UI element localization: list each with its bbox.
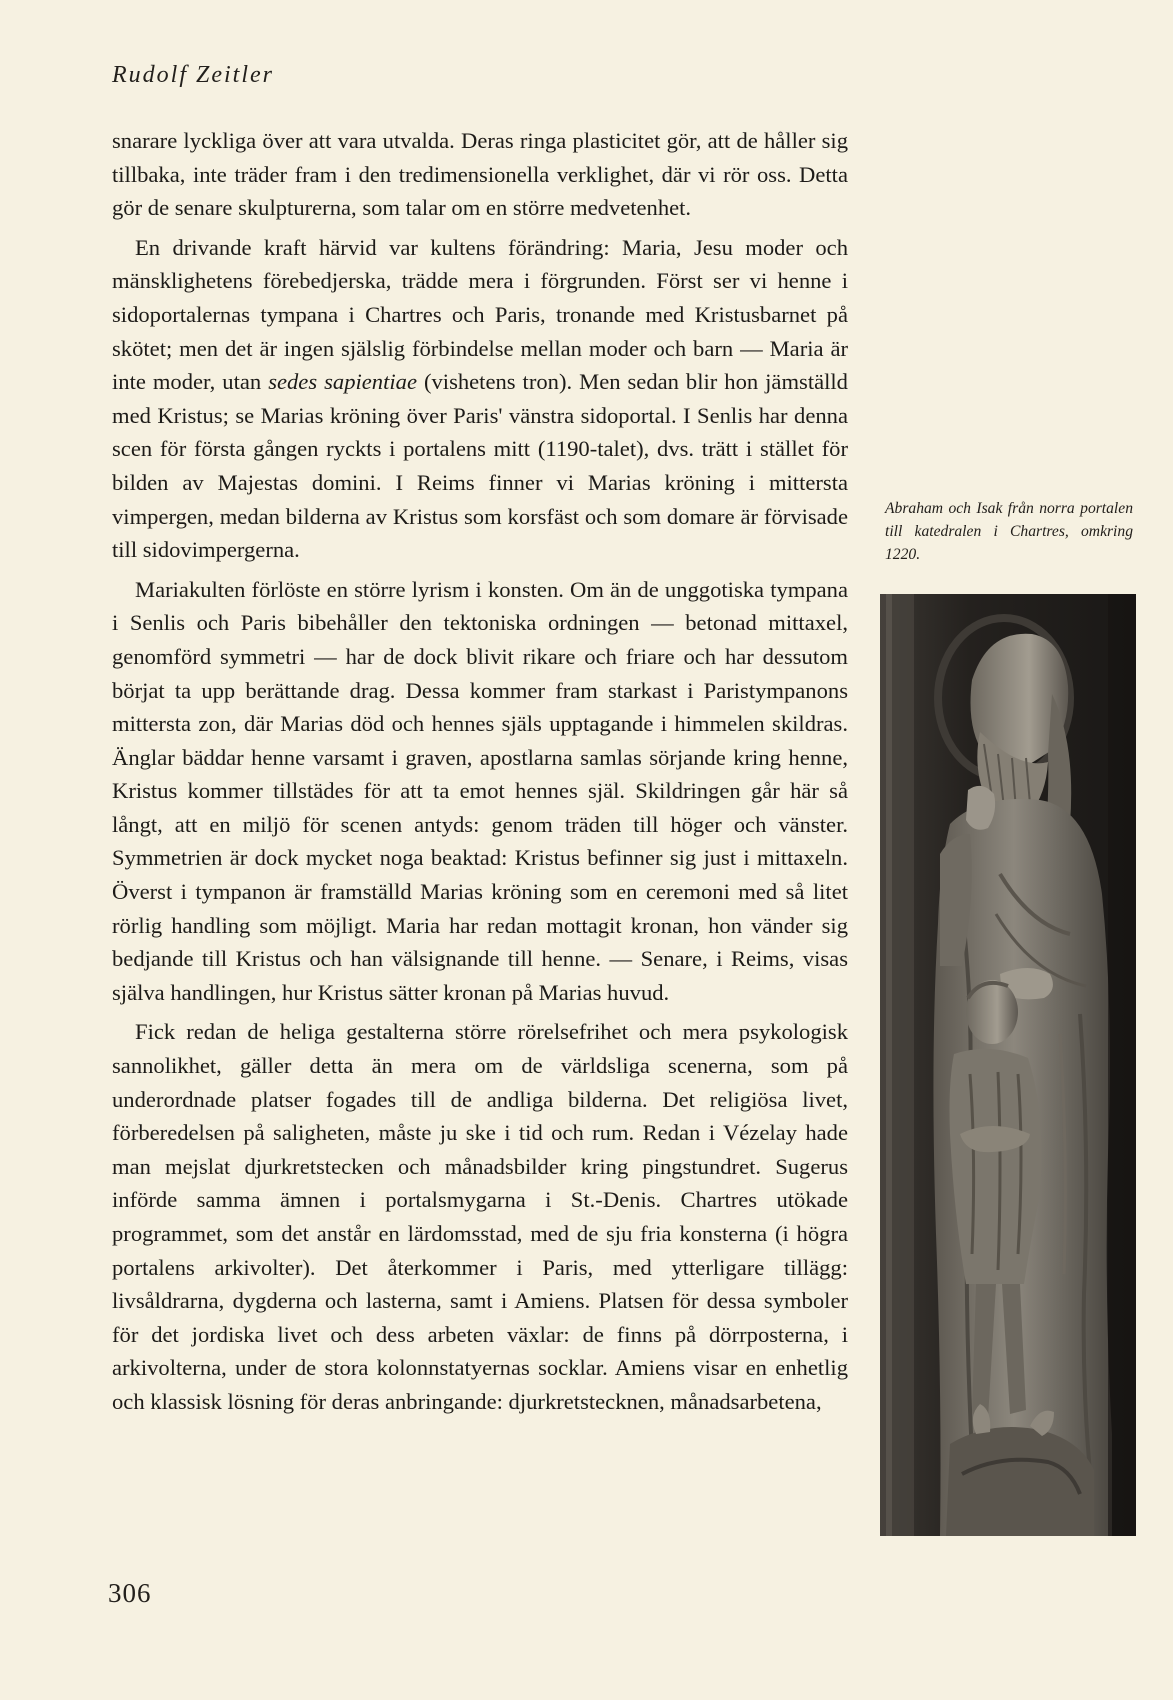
sculpture-illustration: [880, 594, 1136, 1536]
latin-phrase: sedes sapientiae: [268, 369, 417, 395]
paragraph-2-part-2: (vishetens tron). Men sedan blir hon jämställd med Kristus; se Marias kröning över Paris' vänstra sidoportal. I Senlis har denna scen för första gången ryckts i portalens mitt (1190-talet), dvs. trätt i stället för bilden av Majestas domini. I Reims finner vi Marias kröning i mittersta vimpergen, medan bilderna av Kristus som korsfäst och som domare är förvisade till sidovimpergerna.: [112, 369, 848, 563]
paragraph-3: Mariakulten förlöste en större lyrism i konsten. Om än de unggotiska tympana i Senlis och Paris bibehåller den tektoniska ordningen — betonad mittaxel, genomförd symmetri — har de dock blivit rikare och friare och har dessutom börjat ta upp berättande drag. Dessa kommer fram starkast i Paristympanons mittersta zon, där Marias död och hennes själs upptagande i himmelen skildras. Änglar bäddar henne varsamt i graven, apostlarna samlas sörjande kring henne, Kristus kommer tillstädes för att ta emot hennes själ. Skildringen går här så långt, att en miljö för scenen antyds: genom träden till höger och vänster. Symmetrien är dock mycket noga beaktad: Kristus befinner sig just i mittaxeln. Överst i tympanon är framställd Marias kröning som en ceremoni med så litet rörlig handling som möjligt. Maria har redan mottagit kronan, hon vänder sig bedjande till Kristus och han välsignande till henne. — Senare, i Reims, visas själva handlingen, hur Kristus sätter kronan på Marias huvud.: [112, 576, 848, 1005]
running-head: Rudolf Zeitler: [112, 62, 274, 88]
body-text: [112, 124, 848, 1419]
sculpture-photo: [880, 594, 1136, 1536]
page-number: 306: [108, 1578, 152, 1608]
paragraph-2: [112, 231, 848, 567]
paragraph-1: snarare lyckliga över att vara utvalda. Deras ringa plasticitet gör, att de håller sig tillbaka, inte träder fram i den tredimensionella verklighet, där vi rör oss. Detta gör de senare skulpturerna, som talar om en större medvetenhet.: [112, 128, 848, 221]
paragraph-2-part-1: En drivande kraft härvid var kultens förändring: Maria, Jesu moder och mänsklighetens förebedjerska, trädde mera i förgrunden. Först ser vi henne i sidoportalernas tympana i Chartres och Paris, tronande med Kristusbarnet på skötet; men det är ingen själslig förbindelse mellan moder och barn — Maria är inte moder, utan: [112, 234, 848, 395]
figure-caption: Abraham och Isak från norra portalen till katedralen i Chartres, omkring 1220.: [885, 500, 1133, 563]
paragraph-4: Fick redan de heliga gestalterna större rörelsefrihet och mera psykologisk sannolikhet, gäller detta än mera om de världsliga scenerna, som på underordnade platser fogades till de andliga bilderna. Det religiösa livet, förberedelsen på saligheten, måste ju ske i tid och rum. Redan i Vézelay hade man mejslat djurkretstecken och månadsbilder kring pingstundret. Sugerus införde samma ämnen i portalsmygarna i St.-Denis. Chartres utökade programmet, som det anstår en lärdomsstad, med de sju fria konsterna (i högra portalens arkivolter). Det återkommer i Paris, med ytterligare tillägg: livsåldrarna, dygderna och lasterna, samt i Amiens. Platsen för dessa symboler för det jordiska livet och dess arbeten växlar: de finns på dörrposterna, i arkivolterna, under de stora kolonnstatyernas socklar. Amiens visar en enhetlig och klassisk lösning för deras anbringande: djurkretstecknen, månadsarbetena,: [112, 1019, 848, 1414]
